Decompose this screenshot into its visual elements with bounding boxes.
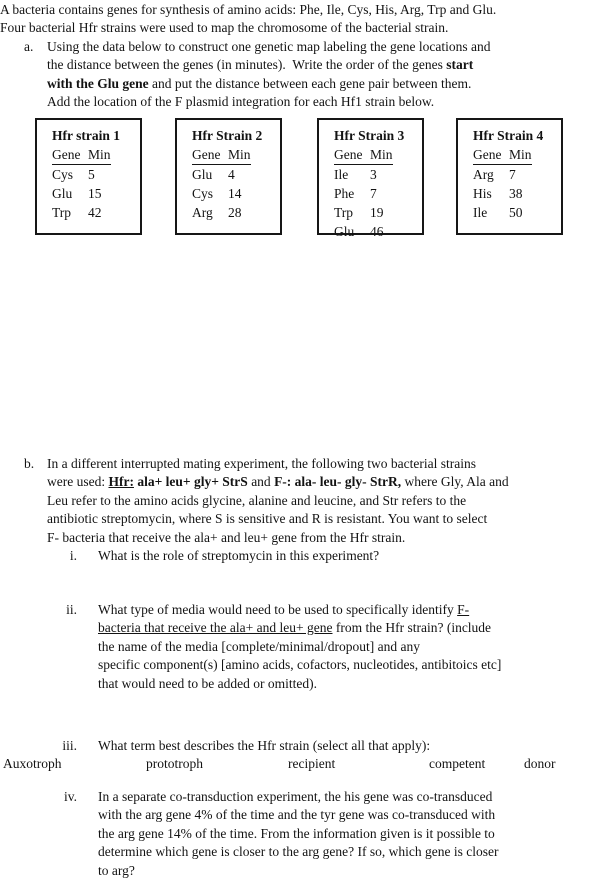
text-segment: were used: — [47, 474, 109, 490]
gene-column-header: Gene — [52, 147, 81, 162]
strain-table-header-row — [192, 145, 276, 165]
text-segment: F- — [457, 602, 470, 617]
text-line — [47, 56, 607, 74]
item-ii-label: ii. — [66, 602, 77, 617]
table-row — [334, 203, 418, 222]
text-line — [98, 843, 607, 861]
text-line — [0, 1, 607, 19]
gene-column-header: Gene — [473, 147, 502, 162]
text-line — [47, 455, 607, 473]
min-column-header: Min — [228, 147, 251, 162]
item-a-text — [47, 38, 607, 112]
min-cell: 15 — [88, 186, 102, 201]
item-iii-label: iii. — [62, 738, 77, 753]
hfr-strain-2-table — [175, 118, 282, 235]
min-column-header: Min — [509, 147, 532, 162]
min-cell: 5 — [88, 167, 95, 182]
table-row — [192, 203, 276, 222]
option-recipient: recipient — [288, 756, 336, 771]
option-auxotroph: Auxotroph — [3, 756, 62, 771]
text-segment: Hfr: — [108, 474, 134, 490]
text-segment: ala+ leu+ gly+ StrS — [137, 474, 248, 490]
item-iii-text — [98, 737, 607, 755]
text-segment: Four bacterial Hfr strains were used to map the chromosome of the bacterial strain. — [0, 20, 449, 36]
text-segment: In a different interrupted mating experiment, the following two bacterial strains — [47, 456, 476, 471]
strain-table-title: Hfr Strain 4 — [473, 128, 544, 143]
table-row — [192, 184, 276, 203]
text-line — [98, 825, 607, 843]
gene-cell: Arg — [192, 205, 213, 220]
gene-cell: Ile — [334, 167, 349, 182]
item-i-text — [98, 547, 607, 565]
intro-paragraph — [0, 1, 607, 38]
min-cell: 19 — [370, 205, 384, 220]
gene-cell: Cys — [52, 167, 74, 182]
table-row — [473, 165, 557, 184]
gene-cell: Glu — [52, 186, 73, 201]
min-cell: 14 — [228, 186, 242, 201]
text-line — [98, 788, 607, 806]
text-line — [47, 75, 607, 93]
item-iii-options-row — [0, 755, 607, 774]
text-line — [98, 547, 607, 565]
gene-cell: His — [473, 186, 492, 201]
text-segment: What is the role of streptomycin in this experiment? — [98, 548, 380, 563]
text-segment: the name of the media [complete/minimal/dropout] and any — [98, 638, 421, 654]
min-cell: 4 — [228, 167, 235, 182]
text-line — [47, 93, 607, 111]
text-segment: bacteria that receive the ala+ and leu+ gene — [98, 620, 333, 636]
gene-column-header: Gene — [334, 147, 363, 162]
hfr-strain-4-table — [456, 118, 563, 235]
gene-cell: Glu — [334, 224, 355, 239]
text-line — [0, 19, 607, 37]
gene-column-header: Gene — [192, 147, 221, 162]
text-segment: determine which gene is closer to the arg gene? If so, which gene is closer — [98, 844, 499, 860]
gene-cell: Glu — [192, 167, 213, 182]
table-row — [334, 165, 418, 184]
text-segment: Add the location of the F plasmid integration for each Hf1 strain below. — [47, 94, 435, 110]
item-iv-text — [98, 788, 607, 880]
min-cell: 7 — [509, 167, 516, 182]
text-segment: In a separate co-transduction experiment, the his gene was co-transduced — [98, 789, 493, 804]
strain-table-title: Hfr Strain 2 — [192, 128, 263, 143]
min-column-header: Min — [370, 147, 393, 162]
text-line — [98, 737, 607, 755]
text-segment: with the Glu gene — [47, 75, 149, 91]
strain-table-title: Hfr Strain 3 — [334, 128, 405, 143]
text-line — [98, 862, 607, 880]
option-donor: donor — [524, 756, 556, 771]
table-row — [334, 184, 418, 203]
item-b-label: b. — [24, 456, 35, 471]
text-segment: specific component(s) [amino acids, cofactors, nucleotides, antibitoics etc] — [98, 657, 502, 673]
min-cell: 38 — [509, 186, 523, 201]
item-iv-label: iv. — [64, 789, 77, 804]
text-segment: antibiotic streptomycin, where S is sensitive and R is resistant. You want to select — [47, 511, 488, 527]
option-prototroph: prototroph — [146, 756, 203, 771]
gene-cell: Trp — [334, 205, 354, 220]
strain-table-header-row — [52, 145, 136, 165]
text-segment: and — [247, 474, 275, 490]
text-segment: the distance between the genes (in minutes). Write the order of the genes — [47, 57, 447, 73]
item-b-text — [47, 455, 607, 547]
text-line — [47, 510, 607, 528]
hfr-strain-3-table — [317, 118, 424, 239]
gene-cell: Cys — [192, 186, 214, 201]
strain-table-header-row — [334, 145, 418, 165]
table-row — [52, 184, 136, 203]
text-line — [98, 619, 607, 637]
text-segment: start — [446, 57, 474, 73]
item-a-label: a. — [24, 39, 34, 54]
table-row — [192, 165, 276, 184]
strain-table-title: Hfr strain 1 — [52, 128, 120, 143]
option-competent: competent — [429, 756, 486, 771]
gene-cell: Ile — [473, 205, 488, 220]
table-row — [473, 184, 557, 203]
hfr-strain-1-table — [35, 118, 142, 235]
text-segment: that would need to be added or omitted). — [98, 675, 317, 691]
text-line — [47, 473, 607, 491]
text-segment: with the arg gene 4% of the time and the tyr gene was co-transduced with — [98, 807, 496, 823]
text-segment: the arg gene 14% of the time. From the information given is it possible to — [98, 825, 495, 841]
text-line — [98, 675, 607, 693]
text-segment: A bacteria contains genes for synthesis of amino acids: Phe, Ile, Cys, His, Arg, Trp and Glu. — [0, 2, 497, 17]
text-segment: and put the distance between each gene pair between them. — [148, 75, 472, 91]
gene-cell: Phe — [334, 186, 355, 201]
min-cell: 46 — [370, 224, 384, 239]
text-segment: where Gly, Ala and — [401, 474, 509, 490]
text-line — [98, 601, 607, 619]
min-cell: 7 — [370, 186, 377, 201]
min-column-header: Min — [88, 147, 111, 162]
text-segment: What term best describes the Hfr strain (select all that apply): — [98, 738, 431, 753]
text-segment: F-: ala- leu- gly- StrR, — [274, 474, 402, 490]
table-row — [473, 203, 557, 222]
min-cell: 28 — [228, 205, 242, 220]
text-line — [47, 38, 607, 56]
text-segment: What type of media would need to be used to specifically identify — [98, 602, 458, 617]
table-row — [334, 222, 418, 241]
min-cell: 3 — [370, 167, 377, 182]
gene-cell: Trp — [52, 205, 72, 220]
text-line — [47, 492, 607, 510]
text-segment: Using the data below to construct one genetic map labeling the gene locations and — [47, 39, 491, 54]
text-segment: from the Hfr strain? (include — [332, 620, 492, 636]
text-line — [47, 529, 607, 547]
min-cell: 42 — [88, 205, 102, 220]
table-row — [52, 203, 136, 222]
item-i-label: i. — [69, 548, 77, 563]
gene-cell: Arg — [473, 167, 494, 182]
min-cell: 50 — [509, 205, 523, 220]
text-segment: F- bacteria that receive the ala+ and leu+ gene from the Hfr strain. — [47, 529, 406, 545]
text-line — [98, 806, 607, 824]
item-ii-text — [98, 601, 607, 693]
text-segment: to arg? — [98, 862, 135, 878]
text-segment: Leu refer to the amino acids glycine, alanine and leucine, and Str refers to the — [47, 492, 467, 508]
text-line — [98, 638, 607, 656]
strain-table-header-row — [473, 145, 557, 165]
text-line — [98, 656, 607, 674]
table-row — [52, 165, 136, 184]
